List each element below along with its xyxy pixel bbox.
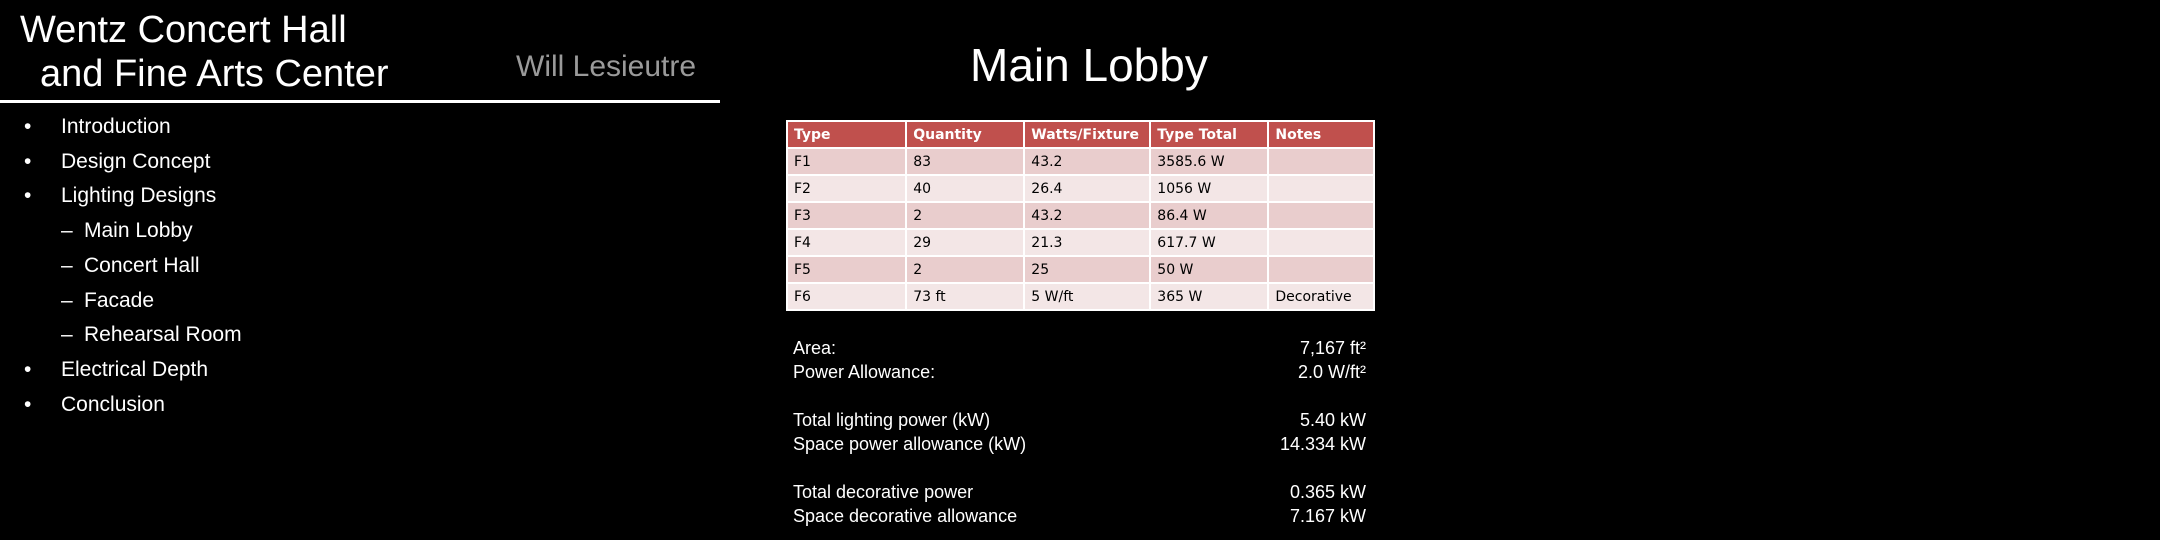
fixture-table [786,120,1375,311]
cell-total: 50 W [1150,256,1268,283]
nav-item-electrical-depth[interactable]: • Electrical Depth [20,353,242,388]
spacer [793,384,1366,408]
stat-space-decorative [793,504,1366,528]
slide-title [20,8,389,96]
stat-power-allowance [793,360,1366,384]
stat-total-lighting [793,408,1366,432]
stat-area [793,336,1366,360]
table-row [787,202,1374,229]
stat-space-allowance [793,432,1366,456]
cell-quantity: 2 [906,256,1024,283]
table-row [787,175,1374,202]
cell-total: 365 W [1150,283,1268,310]
title-line-1: Wentz Concert Hall [20,9,347,51]
nav-item-introduction[interactable]: • Introduction [20,110,242,145]
cell-quantity: 2 [906,202,1024,229]
cell-type: F4 [787,229,906,256]
cell-total: 3585.6 W [1150,148,1268,175]
cell-type: F1 [787,148,906,175]
section-title: Main Lobby [970,39,1208,91]
title-divider [0,100,720,103]
nav-subitem-concert-hall[interactable]: – Concert Hall [20,249,242,284]
cell-quantity: 83 [906,148,1024,175]
header-watts-per-fixture: Watts/Fixture [1024,121,1150,148]
stat-label: Area: [793,338,837,358]
cell-notes [1268,256,1374,283]
cell-watts: 43.2 [1024,148,1150,175]
cell-quantity: 29 [906,229,1024,256]
cell-type: F6 [787,283,906,310]
header-type-total: Type Total [1150,121,1268,148]
power-summary [793,336,1366,528]
nav-subitem-main-lobby[interactable]: – Main Lobby [20,214,242,249]
spacer [793,456,1366,480]
author-name: Will Lesieutre [516,50,697,83]
stat-total-decorative [793,480,1366,504]
outline-nav [20,110,242,422]
stat-label: Space power allowance (kW) [793,434,1027,454]
cell-watts: 26.4 [1024,175,1150,202]
cell-watts: 25 [1024,256,1150,283]
table-row [787,256,1374,283]
header-type: Type [787,121,906,148]
cell-type: F3 [787,202,906,229]
table-row [787,229,1374,256]
cell-watts: 5 W/ft [1024,283,1150,310]
stat-value: 14.334 kW [1279,434,1366,454]
cell-notes [1268,202,1374,229]
cell-notes: Decorative [1268,283,1374,310]
nav-subitem-facade[interactable]: – Facade [20,284,242,319]
cell-notes [1268,175,1374,202]
stat-value: 2.0 W/ft² [1297,362,1366,382]
table-header-row [787,121,1374,148]
cell-type: F5 [787,256,906,283]
nav-item-lighting-designs[interactable]: • Lighting Designs [20,179,242,214]
header-quantity: Quantity [906,121,1024,148]
stat-label: Power Allowance: [793,362,936,382]
stat-label: Total decorative power [793,482,974,502]
cell-notes [1268,229,1374,256]
cell-total: 86.4 W [1150,202,1268,229]
nav-item-design-concept[interactable]: • Design Concept [20,145,242,180]
cell-quantity: 40 [906,175,1024,202]
stat-label: Space decorative allowance [793,506,1018,526]
stat-label: Total lighting power (kW) [793,410,991,430]
stat-value: 0.365 kW [1289,482,1366,502]
stat-value: 7,167 ft² [1299,338,1366,358]
cell-total: 1056 W [1150,175,1268,202]
stat-value: 5.40 kW [1299,410,1366,430]
header-notes: Notes [1268,121,1374,148]
cell-type: F2 [787,175,906,202]
table-row [787,148,1374,175]
cell-watts: 43.2 [1024,202,1150,229]
title-line-2: and Fine Arts Center [40,53,389,95]
stat-value: 7.167 kW [1289,506,1366,526]
cell-quantity: 73 ft [906,283,1024,310]
cell-total: 617.7 W [1150,229,1268,256]
nav-subitem-rehearsal-room[interactable]: – Rehearsal Room [20,318,242,353]
cell-watts: 21.3 [1024,229,1150,256]
cell-notes [1268,148,1374,175]
nav-item-conclusion[interactable]: • Conclusion [20,388,242,423]
table-row [787,283,1374,310]
